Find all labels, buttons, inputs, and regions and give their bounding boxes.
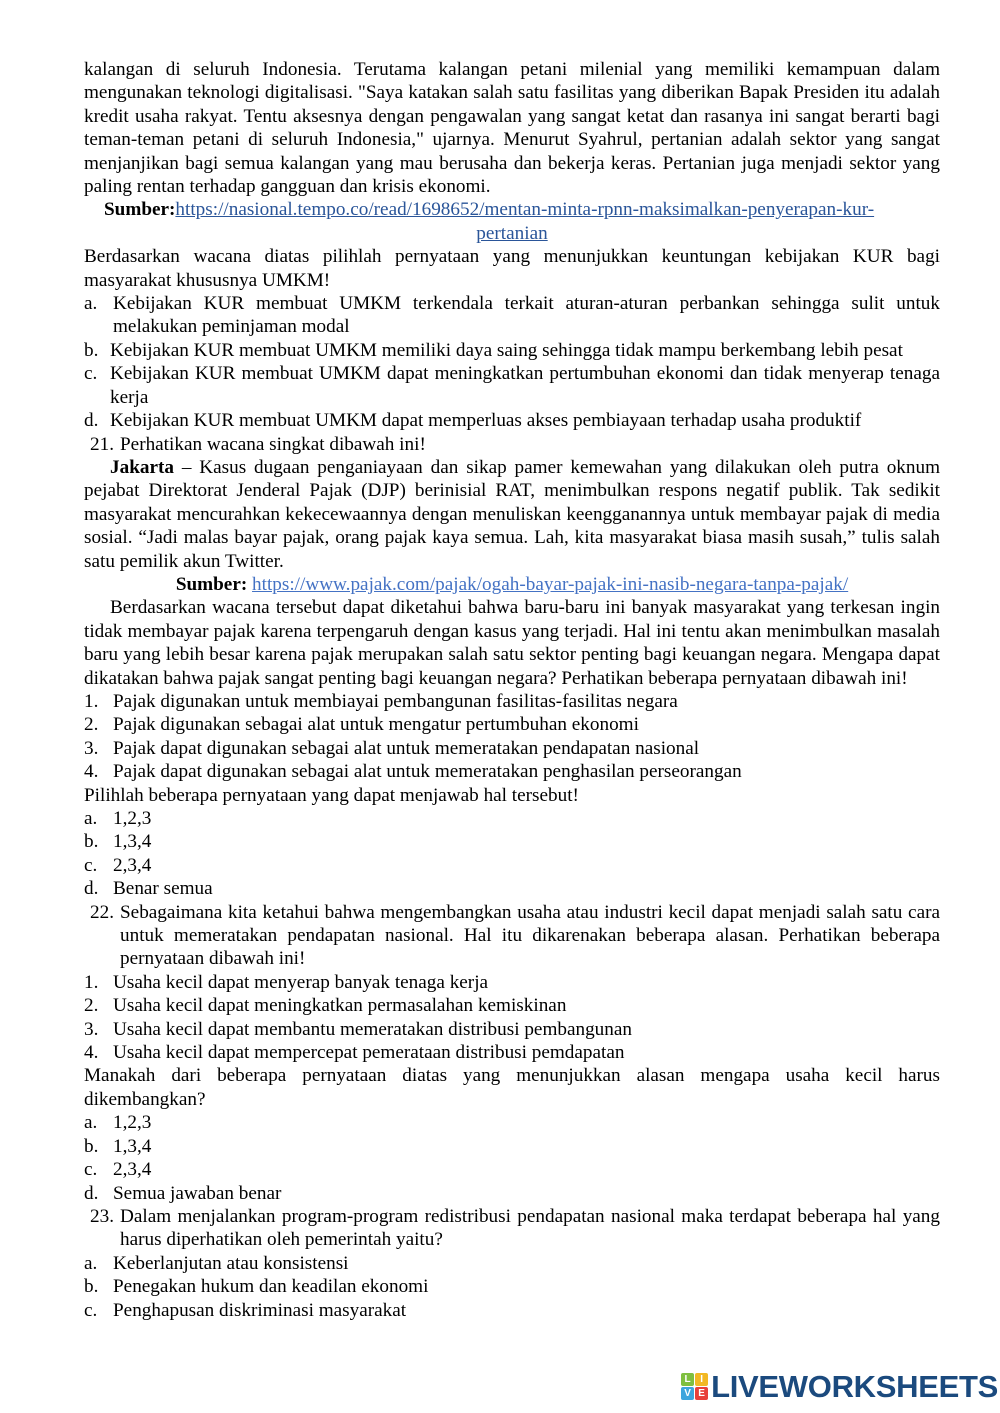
- option-marker: a.: [84, 293, 98, 315]
- option-marker: b.: [84, 339, 99, 361]
- option-marker: a.: [84, 1112, 98, 1134]
- document-body: [84, 58, 940, 1322]
- question-23: [84, 1205, 940, 1252]
- statement-label: Pajak dapat digunakan sebagai alat untuk memeratakan penghasilan perseorangan: [113, 761, 742, 783]
- statement-label: Usaha kecil dapat meningkatkan permasalahan kemiskinan: [113, 995, 567, 1017]
- statement-marker: 1.: [84, 971, 99, 993]
- list-item: [84, 1018, 940, 1041]
- question-number: 21.: [90, 433, 114, 455]
- list-item: [84, 1041, 940, 1064]
- logo-letter-v: V: [681, 1387, 694, 1400]
- option-label: Kebijakan KUR membuat UMKM dapat memperluas akses pembiayaan terhadap usaha produktif: [110, 410, 862, 432]
- option-label: 1,2,3: [113, 808, 152, 829]
- list-item[interactable]: [84, 1135, 940, 1158]
- source-link-2[interactable]: https://www.pajak.com/pajak/ogah-bayar-pajak-ini-nasib-negara-tanpa-pajak/: [252, 573, 849, 595]
- list-item[interactable]: [84, 1299, 940, 1322]
- source-link-1-continuation[interactable]: pertanian: [476, 222, 548, 244]
- statement-marker: 2.: [84, 995, 99, 1017]
- list-item[interactable]: [84, 854, 940, 877]
- list-item: [84, 737, 940, 760]
- statement-marker: 1.: [84, 690, 99, 712]
- source-link-1[interactable]: https://nasional.tempo.co/read/1698652/mentan-minta-rpnn-maksimalkan-penyerapan-kur-: [175, 199, 875, 221]
- list-item[interactable]: [84, 339, 940, 362]
- option-marker: c.: [84, 1159, 98, 1181]
- list-item[interactable]: [84, 1252, 940, 1275]
- option-marker: a.: [84, 808, 98, 829]
- option-label: 1,3,4: [113, 831, 152, 853]
- question-text: Sebagaimana kita ketahui bahwa mengembangkan usaha atau industri kecil dapat menjadi salah satu cara untuk memeratakan pendapatan nasional. Hal itu dikarenakan beberapa alasan. Perhatikan beberapa pernyataan dibawah ini!: [120, 901, 940, 970]
- option-marker: a.: [84, 1252, 98, 1274]
- list-item[interactable]: [84, 1158, 940, 1181]
- option-marker: b.: [84, 1135, 99, 1157]
- option-marker: d.: [84, 410, 99, 432]
- question-number: 23.: [90, 1205, 114, 1227]
- option-marker: c.: [84, 854, 98, 876]
- option-label: Penghapusan diskriminasi masyarakat: [113, 1299, 407, 1321]
- source-label-2: Sumber:: [175, 573, 248, 595]
- statement-label: Usaha kecil dapat membantu memeratakan distribusi pembangunan: [113, 1018, 632, 1040]
- statement-label: Pajak digunakan untuk membiayai pembangunan fasilitas-fasilitas negara: [113, 690, 678, 712]
- option-marker: b.: [84, 831, 99, 853]
- prompt-pajak: Pilihlah beberapa pernyataan yang dapat menjawab hal tersebut!: [84, 784, 579, 806]
- statement-marker: 3.: [84, 737, 99, 759]
- question-text: Dalam menjalankan program-program redistribusi pendapatan nasional maka terdapat beberapa hal yang harus diperhatikan oleh pemerintah yaitu?: [120, 1205, 940, 1251]
- list-item[interactable]: [84, 1275, 940, 1298]
- statement-marker: 2.: [84, 714, 99, 736]
- liveworksheets-logo[interactable]: [681, 1371, 998, 1402]
- prompt-usaha: Manakah dari beberapa pernyataan diatas yang menunjukkan alasan mengapa usaha kecil harus dikembangkan?: [84, 1065, 940, 1110]
- statement-label: Usaha kecil dapat menyerap banyak tenaga kerja: [113, 971, 489, 993]
- statement-marker: 4.: [84, 1042, 99, 1064]
- option-marker: c.: [84, 1299, 98, 1321]
- option-label: 1,2,3: [113, 1112, 152, 1134]
- liveworksheets-wordmark: LIVEWORKSHEETS: [711, 1369, 998, 1404]
- statement-label: Pajak dapat digunakan sebagai alat untuk memeratakan pendapatan nasional: [113, 737, 700, 759]
- list-item: [84, 994, 940, 1017]
- question-21: [84, 433, 940, 456]
- wacana-body: – Kasus dugaan penganiayaan dan sikap pamer kemewahan yang dilakukan oleh putra oknum pejabat Direktorat Jenderal Pajak (DJP) berinisial RAT, menimbulkan respons negatif publik. Tak sedikit masyarakat mencurahkan kekecewaannya dengan menuliskan keengganannya untuk membayar pajak di media sosial. “Jadi malas bayar pajak, orang pajak kaya semua. Lah, kita masyarakat biasa masih susah,” tulis salah satu pemilik akun Twitter.: [84, 456, 940, 572]
- logo-letter-l: L: [681, 1373, 694, 1386]
- option-marker: d.: [84, 1182, 99, 1204]
- logo-letter-e: E: [695, 1387, 708, 1400]
- source-line-1: [84, 198, 940, 221]
- source-line-1-cont: [84, 222, 940, 245]
- paragraph-pajak: Berdasarkan wacana tersebut dapat diketahui bahwa baru-baru ini banyak masyarakat yang terkesan ingin tidak membayar pajak karena terpengaruh dengan kasus yang terjadi. Hal ini tentu akan menimbulkan masalah baru yang lebih besar karena pajak merupakan salah satu sektor penting bagi keuangan negara. Mengapa dapat dikatakan bahwa pajak sangat penting bagi keuangan negara? Perhatikan beberapa pernyataan dibawah ini!: [84, 597, 940, 689]
- option-label: Keberlanjutan atau konsistensi: [113, 1252, 349, 1274]
- question-number: 22.: [90, 901, 114, 923]
- statement-marker: 4.: [84, 761, 99, 783]
- list-item: [84, 713, 940, 736]
- statement-label: Usaha kecil dapat mempercepat pemerataan distribusi pemdapatan: [113, 1042, 625, 1064]
- question-text: Perhatikan wacana singkat dibawah ini!: [120, 433, 426, 455]
- list-item[interactable]: [84, 807, 940, 830]
- option-label: 2,3,4: [113, 854, 152, 876]
- logo-letter-i: I: [695, 1373, 708, 1386]
- page-footer: [0, 1371, 1000, 1413]
- option-label: Benar semua: [113, 878, 213, 900]
- list-item[interactable]: [84, 409, 940, 432]
- paragraph-intro: kalangan di seluruh Indonesia. Terutama kalangan petani milenial yang memiliki kemampuan dalam mengunakan teknologi digitalisasi. "Saya katakan salah satu fasilitas yang diberikan Bapak Presiden itu adalah kredit usaha rakyat. Tentu aksesnya dengan pengawalan yang sangat ketat dan rasanya ini sangat berarti bagi teman-teman petani di seluruh Indonesia," ujarnya. Menurut Syahrul, pertanian adalah sektor yang sangat menjanjikan bagi semua kalangan yang mau berusaha dan bekerja keras. Pertanian juga menjadi sektor yang paling rentan terhadap gangguan dan krisis ekonomi.: [84, 59, 940, 198]
- question-22: [84, 901, 940, 971]
- list-item[interactable]: [84, 1182, 940, 1205]
- wacana-jakarta: [84, 456, 940, 573]
- option-label: Kebijakan KUR membuat UMKM memiliki daya saing sehingga tidak mampu berkembang lebih pesat: [110, 339, 903, 361]
- option-label: 1,3,4: [113, 1135, 152, 1157]
- source-line-2: [84, 573, 940, 596]
- statement-marker: 3.: [84, 1018, 99, 1040]
- option-marker: d.: [84, 878, 99, 900]
- option-label: Kebijakan KUR membuat UMKM dapat meningkatkan pertumbuhan ekonomi dan tidak menyerap tenaga kerja: [110, 363, 940, 408]
- option-label: 2,3,4: [113, 1159, 152, 1181]
- list-item[interactable]: [84, 877, 940, 900]
- option-label: Kebijakan KUR membuat UMKM terkendala terkait aturan-aturan perbankan sehingga sulit untuk melakukan peminjaman modal: [113, 293, 940, 338]
- option-marker: b.: [84, 1276, 99, 1298]
- liveworksheets-mark-icon: [681, 1373, 708, 1400]
- list-item: [84, 971, 940, 994]
- source-label-1: Sumber:: [104, 199, 176, 221]
- list-item[interactable]: [84, 362, 940, 409]
- list-item: [84, 760, 940, 783]
- list-item[interactable]: [84, 830, 940, 853]
- prompt-kur: Berdasarkan wacana diatas pilihlah pernyataan yang menunjukkan keuntungan kebijakan KUR bagi masyarakat khususnya UMKM!: [84, 246, 940, 291]
- dateline: Jakarta: [110, 456, 174, 478]
- list-item[interactable]: [84, 292, 940, 339]
- list-item[interactable]: [84, 1111, 940, 1134]
- statement-label: Pajak digunakan sebagai alat untuk mengatur pertumbuhan ekonomi: [113, 714, 639, 736]
- list-item: [84, 690, 940, 713]
- option-label: Semua jawaban benar: [113, 1182, 282, 1204]
- option-marker: c.: [84, 363, 98, 385]
- option-label: Penegakan hukum dan keadilan ekonomi: [113, 1276, 429, 1298]
